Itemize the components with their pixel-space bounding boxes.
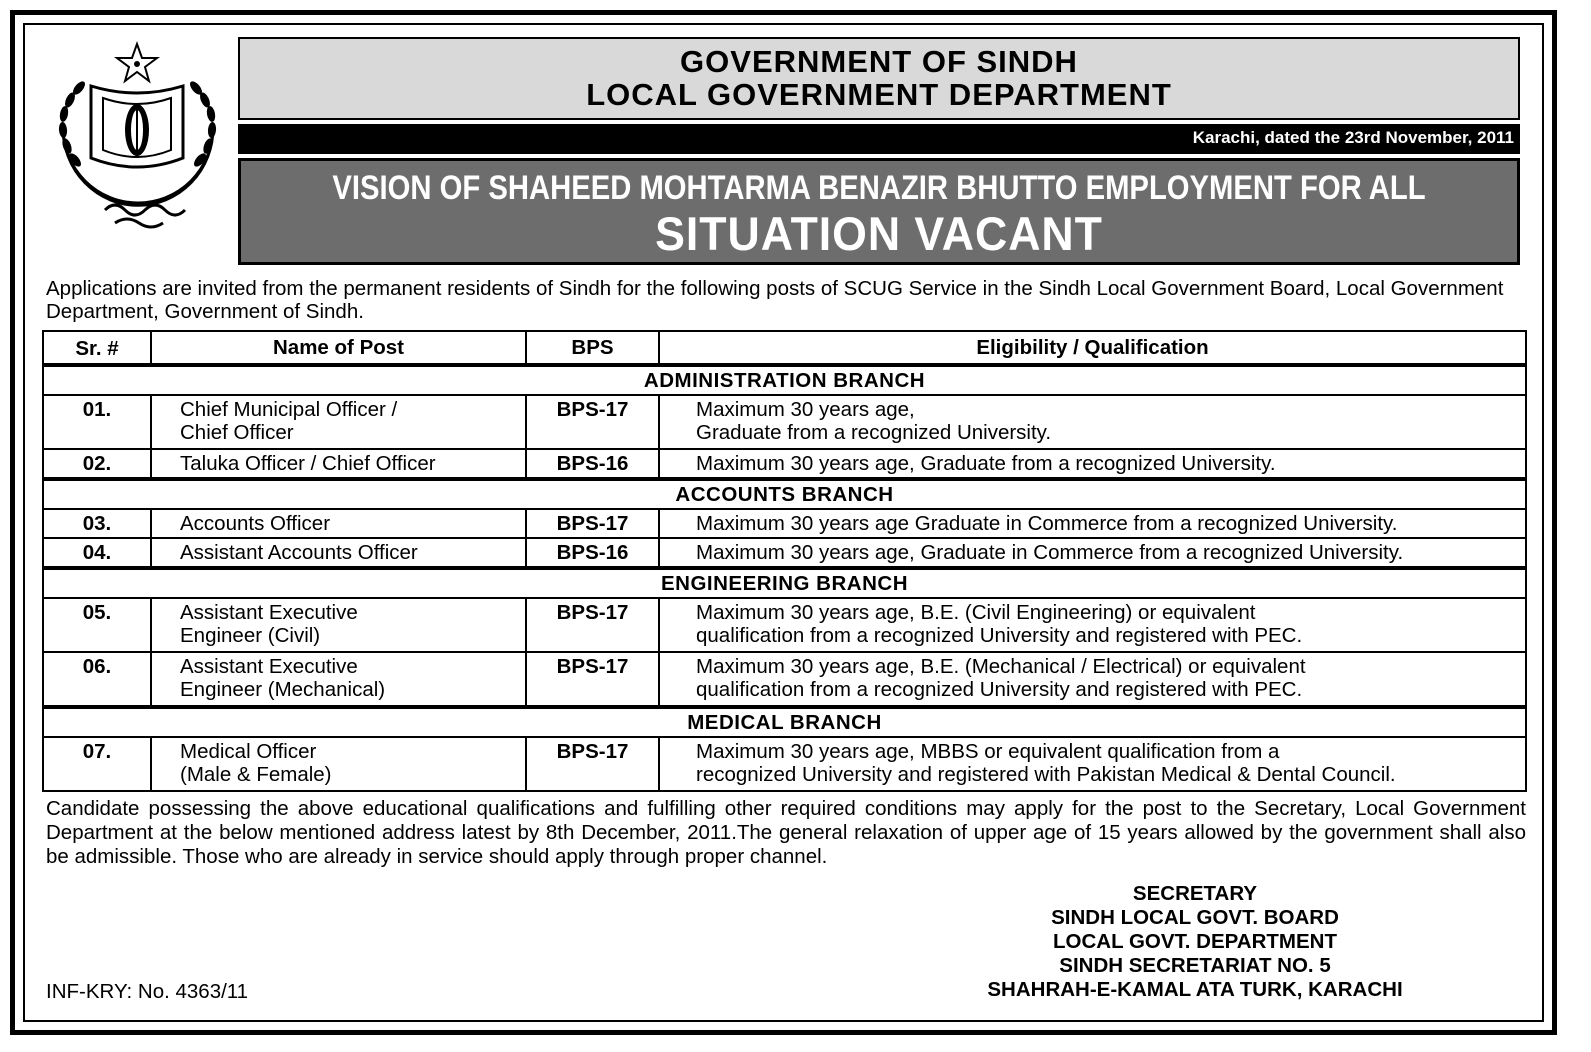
cell-sr: 04. (43, 538, 151, 568)
header-line-2: LOCAL GOVERNMENT DEPARTMENT (586, 77, 1172, 112)
col-header-eligibility: Eligibility / Qualification (659, 331, 1526, 365)
cell-eligibility (659, 652, 1526, 707)
cell-bps: BPS-17 (526, 395, 659, 449)
eligibility-line-2: Graduate from a recognized University. (696, 421, 1052, 444)
laurel-left-icon (58, 79, 87, 168)
signature-line-5: SHAHRAH-E-KAMAL ATA TURK, KARACHI (987, 978, 1403, 1001)
table-row (43, 449, 1526, 479)
cell-post-name: Assistant Accounts Officer (151, 538, 526, 568)
branch-title: ENGINEERING BRANCH (43, 568, 1526, 598)
cell-bps: BPS-17 (526, 652, 659, 707)
table-row (43, 395, 1526, 449)
table-row (43, 538, 1526, 568)
cell-eligibility (659, 598, 1526, 652)
eligibility-line-1: Maximum 30 years age, MBBS or equivalent qualification from a (696, 740, 1280, 763)
post-name-line-1: Assistant Executive (180, 655, 358, 678)
table-header-row (43, 331, 1526, 365)
cell-post-name (151, 652, 526, 707)
page-title: SITUATION VACANT (655, 207, 1103, 260)
post-name-line-2: Engineer (Civil) (180, 624, 321, 647)
cell-bps: BPS-16 (526, 538, 659, 568)
eligibility-line-2: qualification from a recognized University and registered with PEC. (696, 678, 1303, 701)
intro-paragraph: Applications are invited from the permanent residents of Sindh for the following posts of SCUG Service in the Sindh Local Government Board, Local Government Department, Government of Sindh. (46, 277, 1504, 323)
laurel-right-icon (188, 79, 217, 168)
vision-banner (238, 158, 1520, 265)
vision-text: VISION OF SHAHEED MOHTARMA BENAZIR BHUTTO EMPLOYMENT FOR ALL (332, 169, 1426, 207)
signature-line-2: SINDH LOCAL GOVT. BOARD (1051, 906, 1339, 929)
cell-post-name (151, 598, 526, 652)
col-header-name: Name of Post (151, 331, 526, 365)
eligibility-line-1: Maximum 30 years age, B.E. (Mechanical / Electrical) or equivalent (696, 655, 1306, 678)
header-line-1: GOVERNMENT OF SINDH (680, 44, 1078, 79)
eligibility-line-2: qualification from a recognized University and registered with PEC. (696, 624, 1303, 647)
signature-line-3: LOCAL GOVT. DEPARTMENT (1053, 930, 1337, 953)
branch-row (43, 365, 1526, 395)
post-name-line-1: Chief Municipal Officer / (180, 398, 398, 421)
posts-table (42, 330, 1527, 792)
application-instructions: Candidate possessing the above educational qualifications and fulfilling other required conditions may apply for the post to the Secretary, Local Government Department at the below mentioned address latest by 8th December, 2011.The general relaxation of upper age of 15 years allowed by the government shall also be admissible. Those who are already in service should apply through proper channel. (46, 797, 1526, 868)
cell-sr: 06. (43, 652, 151, 707)
table-row (43, 652, 1526, 707)
government-header (238, 37, 1520, 120)
date-bar (238, 124, 1520, 154)
cell-eligibility: Maximum 30 years age, Graduate from a recognized University. (659, 449, 1526, 479)
signature-block (950, 882, 1440, 1002)
table-row (43, 509, 1526, 538)
government-of-sindh-seal-icon (45, 38, 230, 238)
branch-row (43, 568, 1526, 598)
branch-row (43, 479, 1526, 509)
cell-eligibility (659, 395, 1526, 449)
cell-eligibility (659, 737, 1526, 791)
eligibility-line-2: recognized University and registered with Pakistan Medical & Dental Council. (696, 763, 1396, 786)
cell-bps: BPS-17 (526, 509, 659, 538)
table-row (43, 737, 1526, 791)
post-name-line-1: Assistant Executive (180, 601, 358, 624)
post-name-line-1: Medical Officer (180, 740, 317, 763)
branch-title: ADMINISTRATION BRANCH (43, 365, 1526, 395)
cell-bps: BPS-16 (526, 449, 659, 479)
branch-row (43, 707, 1526, 737)
cell-post-name: Taluka Officer / Chief Officer (151, 449, 526, 479)
eligibility-line-1: Maximum 30 years age, B.E. (Civil Engineering) or equivalent (696, 601, 1256, 624)
table-row (43, 598, 1526, 652)
post-name-line-2: Chief Officer (180, 421, 294, 444)
cell-sr: 05. (43, 598, 151, 652)
post-name-line-2: Engineer (Mechanical) (180, 678, 386, 701)
urdu-script-icon (105, 205, 185, 227)
cell-sr: 03. (43, 509, 151, 538)
cell-eligibility: Maximum 30 years age, Graduate in Commerce from a recognized University. (659, 538, 1526, 568)
col-header-sr: Sr. # (43, 331, 151, 365)
cell-sr: 01. (43, 395, 151, 449)
branch-title: MEDICAL BRANCH (43, 707, 1526, 737)
branch-title: ACCOUNTS BRANCH (43, 479, 1526, 509)
cell-post-name (151, 737, 526, 791)
date-text: Karachi, dated the 23rd November, 2011 (1192, 128, 1514, 147)
cell-bps: BPS-17 (526, 598, 659, 652)
cell-eligibility: Maximum 30 years age Graduate in Commerce from a recognized University. (659, 509, 1526, 538)
reference-number: INF-KRY: No. 4363/11 (46, 980, 249, 1003)
signature-line-4: SINDH SECRETARIAT NO. 5 (1059, 954, 1331, 977)
eligibility-line-1: Maximum 30 years age, (696, 398, 915, 421)
col-header-bps: BPS (526, 331, 659, 365)
cell-post-name: Accounts Officer (151, 509, 526, 538)
post-name-line-2: (Male & Female) (180, 763, 332, 786)
cell-post-name (151, 395, 526, 449)
cell-sr: 07. (43, 737, 151, 791)
cell-bps: BPS-17 (526, 737, 659, 791)
cell-sr: 02. (43, 449, 151, 479)
signature-line-1: SECRETARY (1132, 882, 1258, 905)
